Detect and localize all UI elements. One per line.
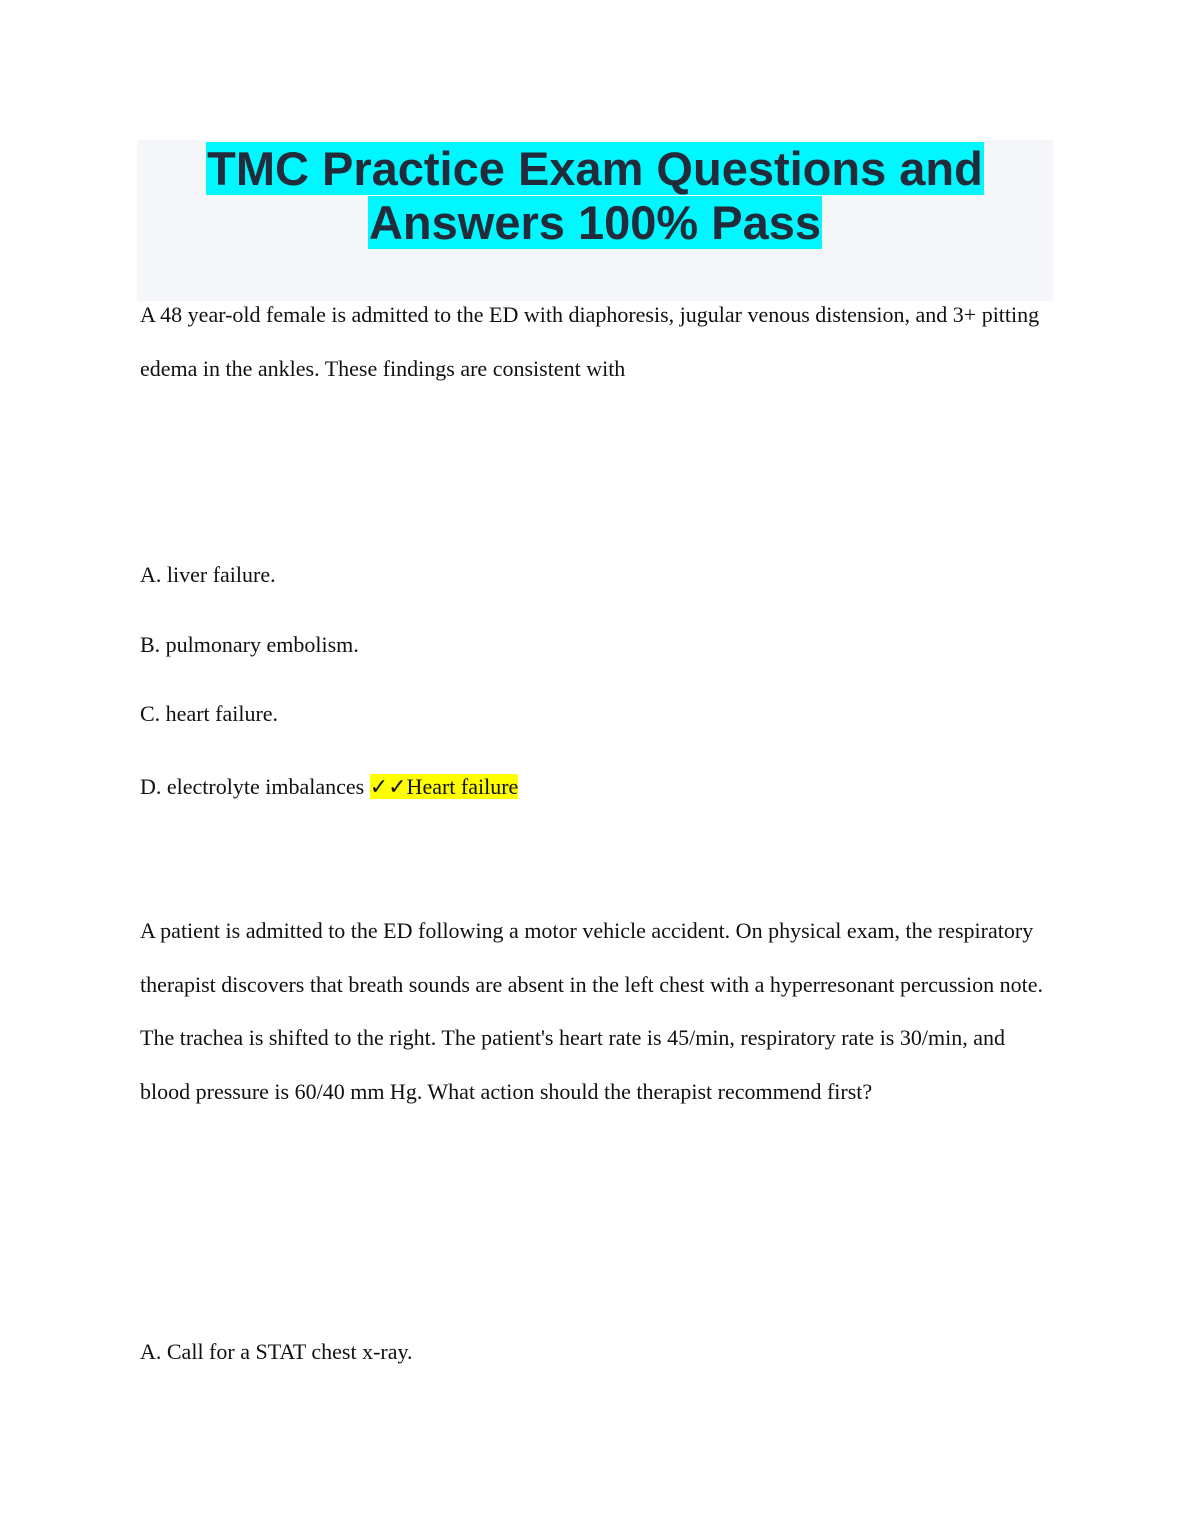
question-1-option-a: A. liver failure. — [140, 562, 276, 587]
question-2-option-a: A. Call for a STAT chest x-ray. — [140, 1339, 413, 1364]
question-1-text: A 48 year-old female is admitted to the ED with diaphoresis, jugular venous distension, and 3+ pitting edema in the ankles. These findings are consistent with — [140, 302, 1040, 381]
question-1-option-b: B. pulmonary embolism. — [140, 632, 359, 657]
title-banner — [137, 140, 1053, 301]
question-1-option-d-row — [140, 772, 518, 802]
question-1-answer: ✓✓Heart failure — [369, 774, 519, 799]
question-2-text: A patient is admitted to the ED following a motor vehicle accident. On physical exam, the respiratory therapist discovers that breath sounds are absent in the left chest with a hyperresonant percussion note. The trachea is shifted to the right. The patient's heart rate is 45/min, respiratory rate is 30/min, and blood pressure is 60/40 mm Hg. What action should the therapist recommend first? — [140, 918, 1043, 1104]
question-1-option-d: D. electrolyte imbalances — [140, 774, 365, 799]
question-1-option-c: C. heart failure. — [140, 701, 279, 726]
title-line-2: Answers 100% Pass — [368, 196, 821, 249]
title-line-1: TMC Practice Exam Questions and — [207, 142, 983, 195]
page-title — [137, 140, 1053, 250]
